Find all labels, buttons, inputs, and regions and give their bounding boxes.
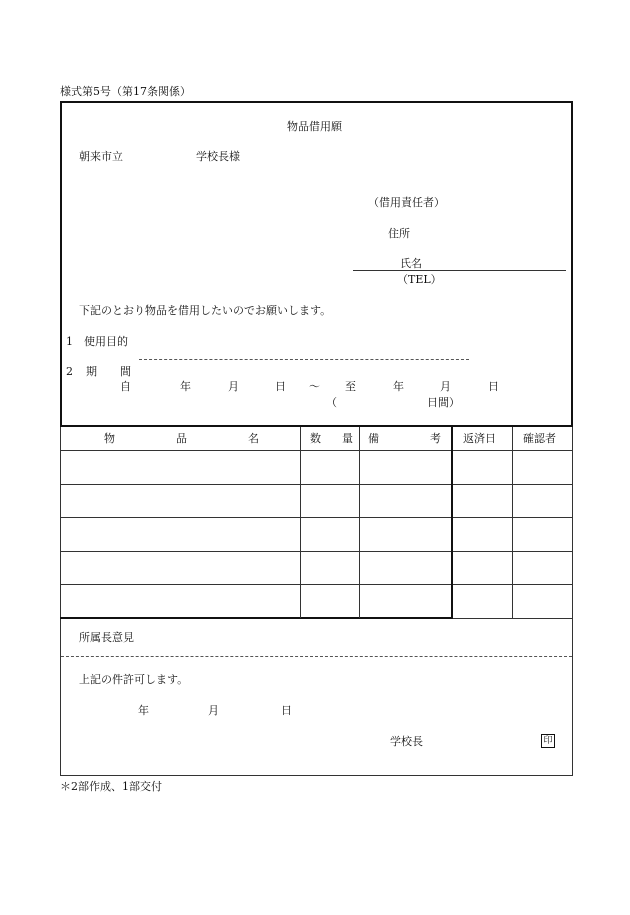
period-month-1: 月	[228, 380, 239, 393]
header-confirmer: 確認者	[523, 432, 556, 445]
header-remarks-2: 考	[430, 432, 441, 445]
header-item-3: 名	[248, 432, 259, 445]
purpose-dashed-line	[139, 359, 469, 360]
period-label-2: 間	[120, 365, 131, 378]
supervisor-opinion-label: 所属長意見	[79, 631, 134, 644]
purpose-label: 使用目的	[84, 335, 128, 348]
header-remarks-1: 備	[368, 432, 379, 445]
purpose-number: 1	[66, 335, 73, 348]
table-row-line	[60, 551, 573, 552]
period-number: 2	[66, 365, 73, 378]
period-wave: 〜	[309, 380, 320, 393]
period-day-2: 日	[488, 380, 499, 393]
outer-left-border	[60, 427, 61, 775]
approval-day: 日	[281, 704, 292, 717]
addressee-principal: 学校長様	[196, 150, 240, 163]
period-label-1: 期	[86, 365, 97, 378]
tel-label: （TEL）	[397, 273, 442, 286]
period-day-1: 日	[275, 380, 286, 393]
table-row-line	[60, 584, 573, 585]
period-year-1: 年	[180, 380, 191, 393]
request-text: 下記のとおり物品を借用したいのでお願いします。	[79, 304, 332, 317]
period-paren-open: （	[326, 396, 337, 409]
seal-mark: 印	[541, 734, 555, 748]
period-month-2: 月	[440, 380, 451, 393]
col-line-qty-remarks	[359, 427, 360, 618]
period-to: 至	[345, 380, 356, 393]
addressee-city: 朝来市立	[79, 150, 123, 163]
table-row-line	[60, 484, 573, 485]
approval-dashed-divider	[61, 656, 572, 657]
form-number-label: 様式第5号（第17条関係）	[60, 85, 191, 98]
col-line-remarks-return	[451, 427, 453, 619]
table-row-line	[60, 517, 573, 518]
header-item-1: 物	[104, 432, 115, 445]
footnote: ＊2部作成、1部交付	[60, 780, 162, 793]
return-section-bottom	[452, 618, 572, 619]
application-box	[60, 101, 573, 427]
permission-text: 上記の件許可します。	[79, 673, 189, 686]
approval-month: 月	[208, 704, 219, 717]
period-year-2: 年	[393, 380, 404, 393]
header-qty-1: 数	[310, 432, 321, 445]
period-from: 自	[120, 380, 131, 393]
col-line-return-confirm	[512, 427, 513, 618]
borrow-section-bottom	[60, 617, 452, 619]
name-label: 氏名	[400, 257, 422, 270]
address-label: 住所	[388, 227, 410, 240]
header-return-date: 返済日	[463, 432, 496, 445]
name-underline	[353, 270, 566, 271]
principal-label: 学校長	[390, 735, 423, 748]
outer-right-border	[572, 427, 573, 775]
outer-bottom-border	[60, 775, 573, 776]
header-qty-2: 量	[342, 432, 353, 445]
approval-year: 年	[138, 704, 149, 717]
header-item-2: 品	[176, 432, 187, 445]
period-days-suffix: 日間）	[427, 396, 460, 409]
table-header-bottom	[60, 450, 573, 451]
form-title: 物品借用願	[287, 120, 342, 133]
col-line-item-qty	[300, 427, 301, 618]
applicant-heading: （借用責任者）	[368, 196, 445, 209]
